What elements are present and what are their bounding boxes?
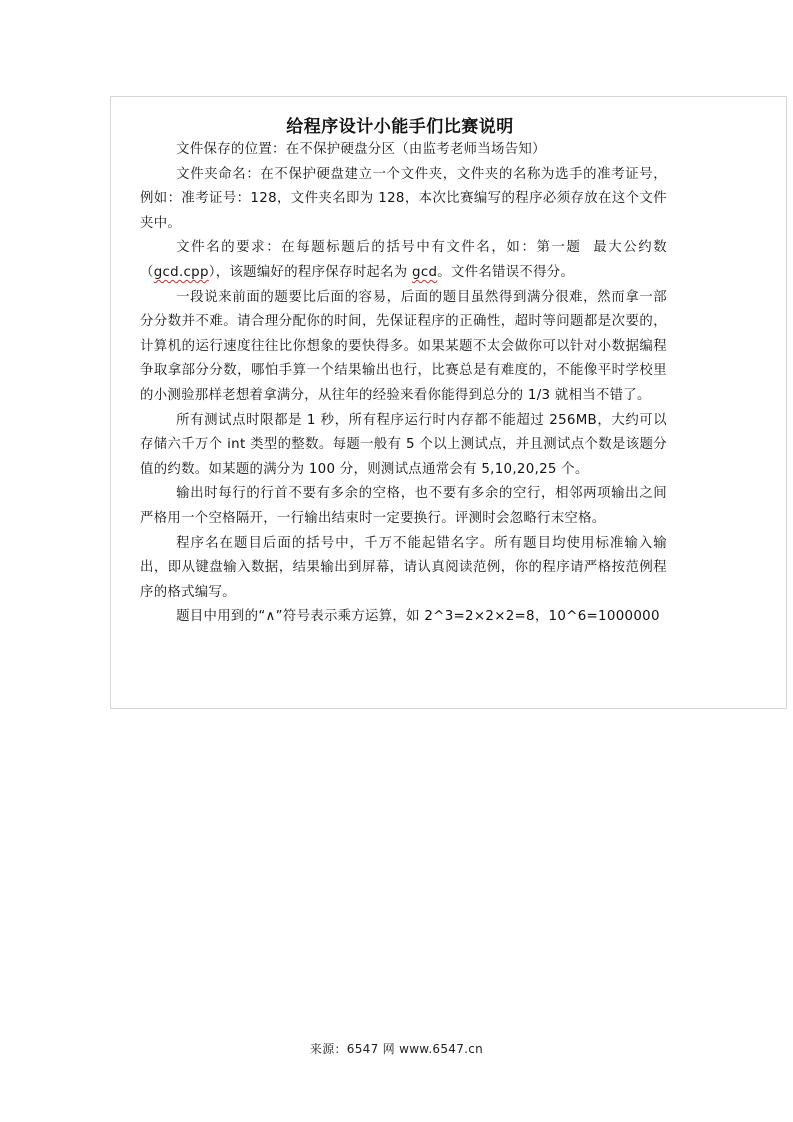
paragraph-file-naming: [140, 236, 667, 285]
paragraph-io-rules: 程序名在题目后面的括号中，千万不能起错名字。所有题目均使用标准输入输出，即从键盘输入数据，结果输出到屏幕，请认真阅读范例，你的程序请严格按范例程序的格式编写。: [140, 535, 667, 600]
document-body: [140, 138, 667, 630]
document-title: 给程序设计小能手们比赛说明: [286, 117, 514, 137]
paragraph-limits: 所有测试点时限都是 1 秒，所有程序运行时内存都不能超过 256MB，大约可以存储六千万个 int 类型的整数。每题一般有 5 个以上测试点，并且测试点个数是该题分值的约数。如某题的满分为 100 分，则测试点通常会有 5,10,20,25 个。: [140, 412, 667, 477]
spellcheck-word: gcd: [412, 264, 438, 280]
source-footer: 来源：6547 网 www.6547.cn: [309, 1042, 484, 1056]
paragraph-power-symbol: 题目中用到的“∧”符号表示乘方运算，如 2^3=2×2×2=8，10^6=1000000: [176, 609, 660, 625]
paragraph-save-location: 文件保存的位置：在不保护硬盘分区（由监考老师当场告知）: [176, 142, 546, 157]
paragraph-text: 。文件名错误不得分。: [437, 264, 575, 280]
spellcheck-word: gcd.cpp: [153, 264, 209, 280]
paragraph-strategy: 一段说来前面的题要比后面的容易，后面的题目虽然得到满分很难，然而拿一部分分数并不难。请合理分配你的时间，先保证程序的正确性，超时等问题都是次要的，计算机的运行速度往往比你想象的要快得多。如果某题不太会做你可以针对小数据编程争取拿部分分数，哪怕手算一个结果输出也行，比赛总是有难度的，不能像平时学校里的小测验那样老想着拿满分，从往年的经验来看你能得到总分的 1/3 就相当不错了。: [140, 289, 667, 403]
paragraph-text: ），该题编好的程序保存时起名为: [208, 264, 413, 280]
paragraph-text: 文件名的要求：在每题标题后的括号中有文件名，如：第一题 最大公约数（: [140, 240, 667, 280]
paragraph-folder-naming: 文件夹命名：在不保护硬盘建立一个文件夹，文件夹的名称为选手的准考证号，例如：准考证号：128，文件夹名即为 128，本次比赛编写的程序必须存放在这个文件夹中。: [140, 166, 667, 231]
paragraph-output-format: 输出时每行的行首不要有多余的空格，也不要有多余的空行，相邻两项输出之间严格用一个空格隔开，一行输出结束时一定要换行。评测时会忽略行末空格。: [140, 486, 667, 526]
